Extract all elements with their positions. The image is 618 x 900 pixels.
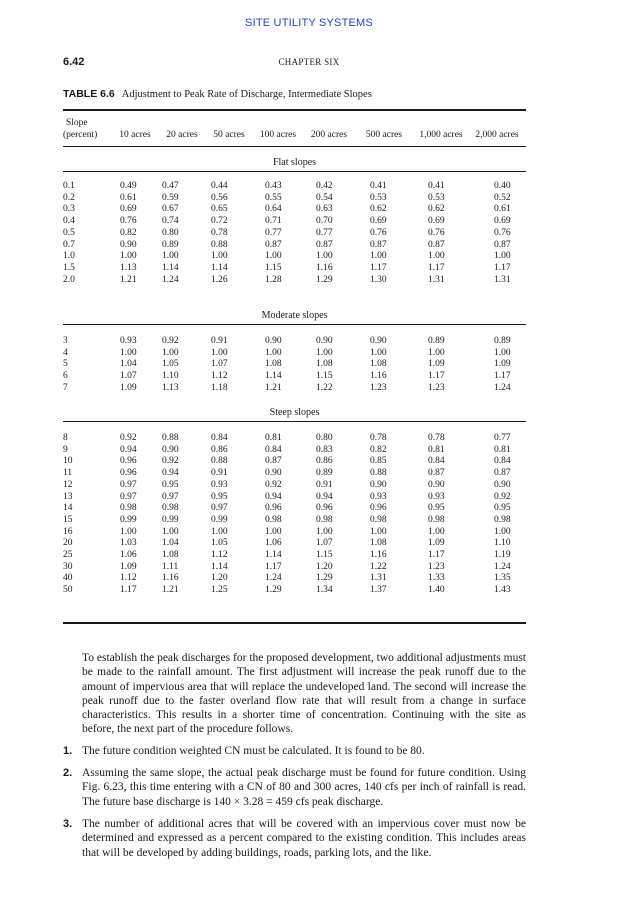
value-cell: 0.96 (120, 468, 137, 479)
value-cell: 1.20 (316, 561, 333, 572)
value-cell: 0.76 (120, 216, 137, 227)
value-cell: 1.25 (211, 585, 228, 596)
value-cell: 0.92 (162, 336, 179, 346)
value-cell: 0.95 (162, 479, 179, 490)
value-cell: 0.92 (494, 491, 511, 502)
value-cell: 1.09 (428, 538, 445, 549)
value-cell: 1.00 (316, 526, 333, 537)
value-cell: 1.24 (162, 274, 179, 285)
value-cell: 0.91 (316, 479, 333, 490)
value-cell: 1.14 (211, 262, 228, 273)
value-cell: 1.00 (162, 526, 179, 537)
list-text: The number of additional acres that will be covered with an impervious cover must now be determined and expressed as a percent compared to the existing condition. This includes areas that will be developed by adding buildings, roads, parking lots, and the like. (82, 818, 526, 859)
value-cell: 1.35 (494, 573, 511, 584)
value-cell: 1.17 (265, 561, 282, 572)
value-cell: 1.04 (162, 538, 179, 549)
value-cell: 1.17 (428, 262, 445, 273)
value-cell: 0.44 (211, 181, 228, 191)
value-cell: 1.00 (370, 251, 387, 262)
value-cell: 0.62 (428, 204, 445, 215)
value-cell: 1.08 (316, 359, 333, 370)
value-cell: 0.84 (494, 456, 511, 467)
slope-cell: 30 (63, 561, 73, 572)
value-cell: 1.21 (265, 382, 282, 393)
value-cell: 1.15 (316, 550, 333, 560)
value-cell: 1.11 (162, 561, 179, 572)
value-cell: 1.31 (428, 274, 445, 285)
value-cell: 1.05 (162, 359, 179, 370)
value-cell: 0.80 (162, 227, 179, 238)
value-cell: 0.91 (211, 468, 228, 479)
value-cell: 1.00 (428, 347, 445, 358)
value-cell: 0.64 (265, 204, 282, 215)
slope-cell: 40 (63, 573, 73, 584)
value-cell: 0.90 (428, 479, 445, 490)
value-cell: 1.29 (316, 274, 333, 285)
value-cell: 0.81 (428, 444, 445, 455)
value-cell: 1.22 (316, 382, 333, 393)
value-cell: 0.90 (494, 479, 511, 490)
value-cell: 0.43 (265, 181, 282, 191)
value-cell: 1.14 (162, 262, 179, 273)
list-number: 2. (63, 767, 73, 779)
value-cell: 1.22 (370, 561, 387, 572)
value-cell: 1.17 (494, 371, 511, 382)
value-cell: 1.03 (120, 538, 137, 549)
value-cell: 0.84 (265, 444, 282, 455)
value-cell: 0.84 (428, 456, 445, 467)
value-cell: 0.47 (162, 181, 179, 191)
list-number: 3. (63, 818, 73, 830)
value-cell: 0.61 (120, 192, 137, 203)
slope-cell: 11 (63, 468, 73, 479)
value-cell: 1.33 (428, 573, 445, 584)
value-cell: 0.92 (162, 456, 179, 467)
list-text: The future condition weighted CN must be calculated. It is found to be 80. (82, 745, 425, 757)
value-cell: 0.70 (316, 216, 333, 227)
value-cell: 1.00 (211, 347, 228, 358)
table-caption: Adjustment to Peak Rate of Discharge, Intermediate Slopes (121, 89, 372, 100)
value-cell: 0.76 (428, 227, 445, 238)
value-cell: 1.17 (428, 550, 445, 560)
value-cell: 1.00 (162, 251, 179, 262)
value-cell: 0.90 (162, 444, 179, 455)
value-cell: 0.95 (211, 491, 228, 502)
value-cell: 1.08 (162, 550, 179, 560)
value-cell: 0.53 (428, 192, 445, 203)
value-cell: 1.13 (162, 382, 179, 393)
value-cell: 1.37 (370, 585, 387, 596)
slope-cell: 8 (63, 433, 68, 443)
section-rule (63, 421, 526, 422)
value-cell: 1.00 (211, 251, 228, 262)
value-cell: 1.24 (494, 561, 511, 572)
slope-cell: 25 (63, 550, 73, 560)
chapter-title: CHAPTER SIX (278, 57, 340, 67)
value-cell: 0.90 (370, 336, 387, 346)
value-cell: 1.04 (120, 359, 137, 370)
value-cell: 1.24 (494, 382, 511, 393)
value-cell: 1.09 (494, 359, 511, 370)
slope-cell: 5 (63, 359, 68, 370)
slope-header: Slope (66, 118, 88, 128)
value-cell: 1.00 (494, 526, 511, 537)
value-cell: 0.99 (211, 514, 228, 525)
value-cell: 1.00 (211, 526, 228, 537)
value-cell: 1.00 (120, 526, 137, 537)
value-cell: 1.00 (494, 251, 511, 262)
value-cell: 1.23 (428, 382, 445, 393)
value-cell: 1.00 (370, 347, 387, 358)
slope-cell: 0.5 (63, 227, 75, 238)
value-cell: 0.65 (211, 204, 228, 215)
value-cell: 0.98 (120, 503, 137, 514)
value-cell: 1.20 (211, 573, 228, 584)
value-cell: 0.88 (211, 239, 228, 250)
value-cell: 0.86 (211, 444, 228, 455)
value-cell: 0.93 (370, 491, 387, 502)
slope-cell: 12 (63, 479, 73, 490)
value-cell: 0.98 (370, 514, 387, 525)
value-cell: 1.00 (370, 526, 387, 537)
value-cell: 1.00 (265, 526, 282, 537)
value-cell: 0.94 (120, 444, 137, 455)
value-cell: 0.63 (316, 204, 333, 215)
value-cell: 0.86 (316, 456, 333, 467)
value-cell: 0.87 (428, 239, 445, 250)
slope-cell: 50 (63, 585, 73, 596)
slope-cell: 2.0 (63, 274, 75, 285)
value-cell: 0.90 (120, 239, 137, 250)
value-cell: 0.85 (370, 456, 387, 467)
value-cell: 0.97 (120, 479, 137, 490)
value-cell: 0.69 (428, 216, 445, 227)
value-cell: 0.52 (494, 192, 511, 203)
value-cell: 0.87 (494, 239, 511, 250)
value-cell: 0.69 (370, 216, 387, 227)
value-cell: 1.05 (211, 538, 228, 549)
value-cell: 1.07 (120, 371, 137, 382)
value-cell: 0.99 (162, 514, 179, 525)
list-number: 1. (63, 745, 73, 757)
value-cell: 1.29 (316, 573, 333, 584)
value-cell: 0.88 (370, 468, 387, 479)
value-cell: 0.87 (370, 239, 387, 250)
value-cell: 1.17 (370, 262, 387, 273)
column-header: 100 acres (259, 130, 297, 140)
value-cell: 0.67 (162, 204, 179, 215)
value-cell: 0.98 (316, 514, 333, 525)
value-cell: 0.90 (265, 468, 282, 479)
list-text: Assuming the same slope, the actual peak discharge must be found for future condition. Using Fig. 6.23, this time entering with a CN of 80 and 300 acres, 140 cfs per inch of rainfall is read. The future base discharge is 140 × 3.28 = 459 cfs peak discharge. (82, 767, 526, 808)
value-cell: 0.78 (428, 433, 445, 443)
value-cell: 1.07 (316, 538, 333, 549)
value-cell: 0.72 (211, 216, 228, 227)
value-cell: 0.89 (428, 336, 445, 346)
value-cell: 0.89 (162, 239, 179, 250)
value-cell: 0.97 (120, 491, 137, 502)
value-cell: 0.93 (120, 336, 137, 346)
slope-cell: 1.5 (63, 262, 75, 273)
value-cell: 0.82 (370, 444, 387, 455)
value-cell: 0.94 (316, 491, 333, 502)
header-bottom-rule (63, 146, 526, 147)
value-cell: 0.80 (316, 433, 333, 443)
section-rule (63, 171, 526, 172)
value-cell: 1.00 (265, 251, 282, 262)
value-cell: 0.49 (120, 181, 137, 191)
value-cell: 0.59 (162, 192, 179, 203)
value-cell: 1.31 (370, 573, 387, 584)
value-cell: 1.30 (370, 274, 387, 285)
body-paragraph: To establish the peak discharges for the proposed development, two additional adjustments must be made to the rainfall amount. The first adjustment will increase the peak runoff due to the amount of impervious area that will replace the undeveloped land. The second will increase the peak runoff due to the faster overland flow rate that will result from a change in surface characteristics. This results in a shorter time of concentration. Continuing with the site as before, the next part of the procedure follows. (82, 652, 526, 736)
value-cell: 0.96 (120, 456, 137, 467)
slope-cell: 7 (63, 382, 68, 393)
slope-cell: 4 (63, 347, 68, 358)
value-cell: 1.17 (428, 371, 445, 382)
value-cell: 1.14 (265, 550, 282, 560)
value-cell: 1.26 (211, 274, 228, 285)
slope-cell: 9 (63, 444, 68, 455)
value-cell: 0.78 (211, 227, 228, 238)
value-cell: 1.14 (211, 561, 228, 572)
value-cell: 0.84 (211, 433, 228, 443)
value-cell: 0.99 (120, 514, 137, 525)
value-cell: 1.06 (265, 538, 282, 549)
value-cell: 1.00 (428, 526, 445, 537)
value-cell: 1.17 (120, 585, 137, 596)
slope-cell: 13 (63, 491, 73, 502)
value-cell: 1.21 (162, 585, 179, 596)
slope-cell: 0.2 (63, 192, 75, 203)
value-cell: 1.00 (120, 251, 137, 262)
value-cell: 0.76 (370, 227, 387, 238)
value-cell: 1.16 (316, 262, 333, 273)
value-cell: 1.08 (265, 359, 282, 370)
page-number: 6.42 (63, 56, 85, 68)
value-cell: 1.15 (265, 262, 282, 273)
section-label: Steep slopes (269, 407, 320, 418)
value-cell: 0.87 (316, 239, 333, 250)
value-cell: 1.06 (120, 550, 137, 560)
value-cell: 1.43 (494, 585, 511, 596)
value-cell: 1.15 (316, 371, 333, 382)
value-cell: 0.40 (494, 181, 511, 191)
slope-cell: 16 (63, 526, 73, 537)
value-cell: 0.94 (162, 468, 179, 479)
value-cell: 1.10 (494, 538, 511, 549)
value-cell: 0.95 (428, 503, 445, 514)
value-cell: 0.41 (428, 181, 445, 191)
value-cell: 1.19 (494, 550, 511, 560)
value-cell: 0.69 (494, 216, 511, 227)
value-cell: 0.42 (316, 181, 333, 191)
running-head: SITE UTILITY SYSTEMS (245, 17, 373, 29)
value-cell: 0.77 (265, 227, 282, 238)
value-cell: 0.88 (211, 456, 228, 467)
value-cell: 1.40 (428, 585, 445, 596)
slope-header-unit: (percent) (63, 130, 98, 140)
value-cell: 1.07 (211, 359, 228, 370)
value-cell: 1.28 (265, 274, 282, 285)
column-header: 500 acres (365, 130, 403, 140)
value-cell: 0.87 (265, 456, 282, 467)
slope-cell: 10 (63, 456, 73, 467)
slope-cell: 14 (63, 503, 73, 514)
value-cell: 1.16 (162, 573, 179, 584)
value-cell: 1.00 (316, 251, 333, 262)
value-cell: 1.12 (211, 550, 228, 560)
slope-cell: 0.3 (63, 204, 75, 215)
value-cell: 0.97 (162, 491, 179, 502)
section-rule (63, 324, 526, 325)
value-cell: 0.78 (370, 433, 387, 443)
table-bottom-rule (63, 622, 526, 624)
value-cell: 0.77 (316, 227, 333, 238)
value-cell: 1.10 (162, 371, 179, 382)
value-cell: 0.53 (370, 192, 387, 203)
slope-cell: 20 (63, 538, 73, 549)
value-cell: 1.13 (120, 262, 137, 273)
column-header: 2,000 acres (475, 130, 519, 140)
value-cell: 1.34 (316, 585, 333, 596)
value-cell: 0.74 (162, 216, 179, 227)
value-cell: 0.89 (494, 336, 511, 346)
value-cell: 0.87 (494, 468, 511, 479)
value-cell: 1.12 (211, 371, 228, 382)
slope-cell: 0.7 (63, 239, 75, 250)
slope-cell: 1.0 (63, 251, 75, 262)
value-cell: 0.69 (120, 204, 137, 215)
section-label: Flat slopes (272, 157, 317, 168)
value-cell: 0.87 (265, 239, 282, 250)
value-cell: 0.90 (265, 336, 282, 346)
value-cell: 0.76 (494, 227, 511, 238)
value-cell: 1.08 (370, 538, 387, 549)
value-cell: 0.98 (494, 514, 511, 525)
value-cell: 0.56 (211, 192, 228, 203)
value-cell: 0.92 (120, 433, 137, 443)
value-cell: 0.96 (370, 503, 387, 514)
value-cell: 0.98 (265, 514, 282, 525)
value-cell: 1.16 (370, 371, 387, 382)
value-cell: 0.98 (428, 514, 445, 525)
value-cell: 1.09 (428, 359, 445, 370)
value-cell: 1.29 (265, 585, 282, 596)
value-cell: 1.12 (120, 573, 137, 584)
value-cell: 1.00 (265, 347, 282, 358)
value-cell: 0.89 (316, 468, 333, 479)
value-cell: 1.14 (265, 371, 282, 382)
slope-cell: 0.4 (63, 216, 75, 227)
value-cell: 1.23 (428, 561, 445, 572)
value-cell: 0.95 (494, 503, 511, 514)
value-cell: 0.90 (316, 336, 333, 346)
value-cell: 1.00 (428, 251, 445, 262)
table-top-rule (63, 109, 526, 111)
value-cell: 1.00 (316, 347, 333, 358)
value-cell: 0.54 (316, 192, 333, 203)
value-cell: 1.00 (162, 347, 179, 358)
value-cell: 1.09 (120, 561, 137, 572)
value-cell: 1.24 (265, 573, 282, 584)
value-cell: 0.87 (428, 468, 445, 479)
value-cell: 1.23 (370, 382, 387, 393)
value-cell: 0.88 (162, 433, 179, 443)
value-cell: 1.18 (211, 382, 228, 393)
slope-cell: 15 (63, 514, 73, 525)
value-cell: 0.98 (162, 503, 179, 514)
column-header: 1,000 acres (419, 130, 463, 140)
value-cell: 0.81 (265, 433, 282, 443)
value-cell: 0.92 (265, 479, 282, 490)
value-cell: 0.55 (265, 192, 282, 203)
table-label: TABLE 6.6 (63, 88, 115, 100)
section-label: Moderate slopes (261, 310, 328, 321)
value-cell: 0.71 (265, 216, 282, 227)
column-header: 200 acres (310, 130, 348, 140)
value-cell: 0.77 (494, 433, 511, 443)
value-cell: 0.93 (211, 479, 228, 490)
value-cell: 1.17 (494, 262, 511, 273)
value-cell: 0.81 (494, 444, 511, 455)
column-header: 50 acres (213, 130, 245, 140)
value-cell: 0.91 (211, 336, 228, 346)
value-cell: 1.09 (120, 382, 137, 393)
value-cell: 1.00 (494, 347, 511, 358)
column-header: 10 acres (119, 130, 151, 140)
column-header: 20 acres (166, 130, 198, 140)
value-cell: 0.93 (428, 491, 445, 502)
value-cell: 0.96 (265, 503, 282, 514)
value-cell: 0.94 (265, 491, 282, 502)
value-cell: 0.90 (370, 479, 387, 490)
value-cell: 0.82 (120, 227, 137, 238)
slope-cell: 6 (63, 371, 68, 382)
value-cell: 0.97 (211, 503, 228, 514)
value-cell: 0.96 (316, 503, 333, 514)
slope-cell: 3 (63, 336, 68, 346)
table-title (63, 88, 372, 100)
value-cell: 1.21 (120, 274, 137, 285)
value-cell: 0.61 (494, 204, 511, 215)
value-cell: 1.00 (120, 347, 137, 358)
value-cell: 0.83 (316, 444, 333, 455)
slope-cell: 0.1 (63, 181, 75, 191)
value-cell: 1.16 (370, 550, 387, 560)
value-cell: 0.62 (370, 204, 387, 215)
value-cell: 1.31 (494, 274, 511, 285)
value-cell: 1.08 (370, 359, 387, 370)
value-cell: 0.41 (370, 181, 387, 191)
